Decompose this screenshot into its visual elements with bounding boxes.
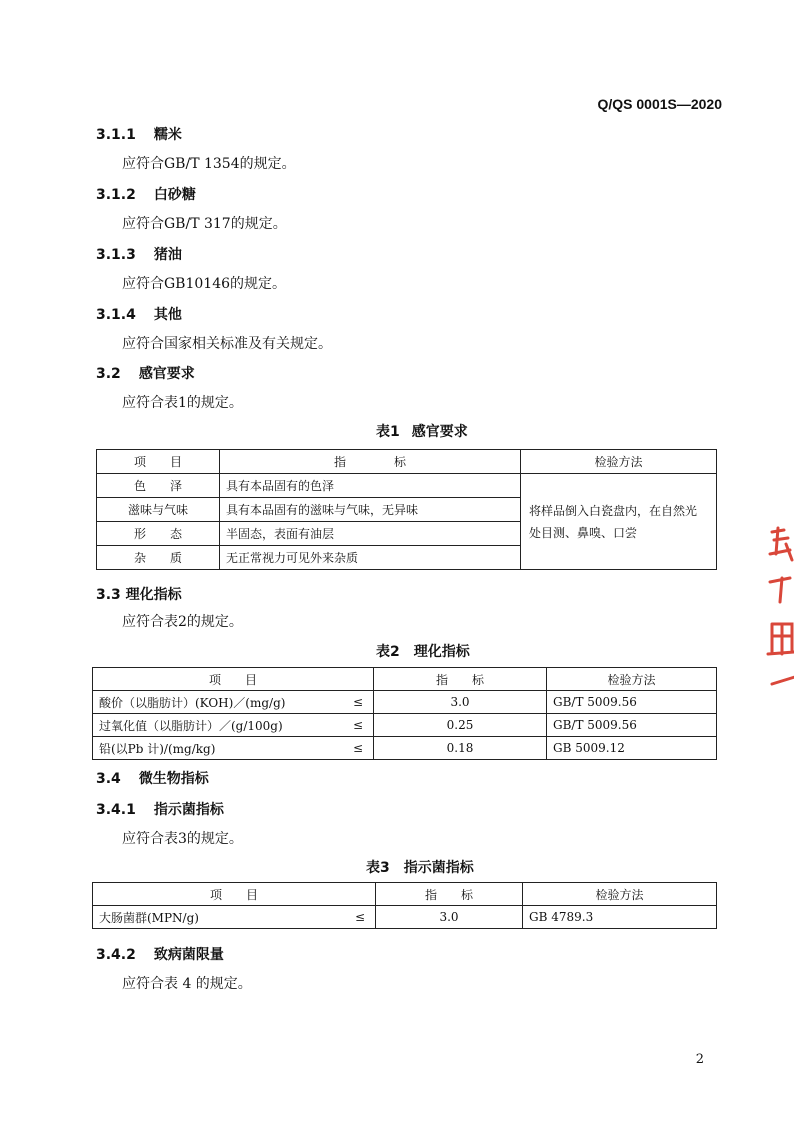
table-cell-value: 0.18: [374, 737, 547, 760]
heading-3-1-3: [96, 244, 182, 264]
table-header-row: [93, 668, 717, 691]
table-cell-item: 大肠菌群(MPN/g): [93, 906, 336, 929]
table-header-cell: 项 目: [93, 668, 374, 691]
table-header-cell: 指 标: [376, 883, 523, 906]
table-cell-operator: ≤: [335, 906, 376, 929]
table-cell-item: 滋味与气味: [97, 498, 220, 522]
table-cell-operator: ≤: [333, 737, 374, 760]
table-header-row: [97, 450, 717, 474]
heading-3-1-1: [96, 124, 182, 144]
section-number: 3.1.3: [96, 247, 136, 263]
section-number: 3.4.2: [96, 947, 136, 963]
table-cell-item: 形 态: [97, 522, 220, 546]
section-title: 致病菌限量: [153, 947, 224, 963]
table1-caption: [376, 421, 468, 441]
table-row: [93, 714, 717, 737]
section-title: 感官要求: [138, 366, 195, 382]
table-row: [93, 737, 717, 760]
heading-3-4-1: [96, 799, 224, 819]
section-number: 3.1.4: [96, 307, 136, 323]
section-title: 白砂糖: [153, 187, 196, 203]
table-header-cell: 检验方法: [523, 883, 717, 906]
table-cell-method: [521, 474, 717, 570]
table-header-cell: 指 标: [220, 450, 521, 474]
table-cell-item: 色 泽: [97, 474, 220, 498]
table-header-cell: 检验方法: [547, 668, 717, 691]
heading-3-3: 3.3 理化指标: [96, 587, 182, 603]
seal-stamp-fragment: [762, 520, 794, 690]
section-number: 3.1.2: [96, 187, 136, 203]
paragraph-3-1-4: 应符合国家相关标准及有关规定。: [122, 336, 332, 352]
paragraph-3-2: 应符合表1的规定。: [122, 395, 243, 411]
heading-3-4: [96, 768, 209, 788]
heading-3-1-2: [96, 184, 196, 204]
paragraph-3-3: 应符合表2的规定。: [122, 614, 243, 630]
table-header-row: [93, 883, 717, 906]
section-title: 微生物指标: [138, 771, 209, 787]
table-header-cell: 检验方法: [521, 450, 717, 474]
table-cell-method: GB/T 5009.56: [547, 691, 717, 714]
table-header-cell: 项 目: [97, 450, 220, 474]
heading-3-1-4: [96, 304, 182, 324]
method-text: 将样品倒入白瓷盘内，在自然光处目测、鼻嗅、口尝: [529, 503, 698, 540]
table-cell-method: GB/T 5009.56: [547, 714, 717, 737]
table3-indicator-bacteria: [92, 882, 717, 929]
section-title: 其他: [153, 307, 182, 323]
section-title: 糯米: [153, 127, 182, 143]
table1-caption-number: 表1: [376, 424, 400, 440]
table-row: [93, 691, 717, 714]
table1-caption-title: 感官要求: [411, 424, 468, 440]
table-cell-operator: ≤: [333, 691, 374, 714]
table2-caption: 表2 理化指标: [376, 644, 470, 660]
section-number: 3.4.1: [96, 802, 136, 818]
table-cell-method: GB 4789.3: [523, 906, 717, 929]
section-number: 3.4: [96, 771, 121, 787]
table3-caption: 表3 指示菌指标: [366, 860, 474, 876]
table-header-cell: 指 标: [374, 668, 547, 691]
table-row: [97, 474, 717, 498]
table-cell-spec: 半固态，表面有油层: [220, 522, 521, 546]
page-number: 2: [695, 1052, 704, 1067]
heading-3-4-2: [96, 944, 224, 964]
table-cell-method: GB 5009.12: [547, 737, 717, 760]
document-code: Q/QS 0001S—2020: [597, 96, 722, 112]
table-cell-spec: 具有本品固有的滋味与气味，无异味: [220, 498, 521, 522]
table-cell-item: 杂 质: [97, 546, 220, 570]
table-cell-operator: ≤: [333, 714, 374, 737]
paragraph-3-4-2: 应符合表 4 的规定。: [122, 976, 252, 992]
section-number: 3.1.1: [96, 127, 136, 143]
table-cell-value: 3.0: [374, 691, 547, 714]
section-title: 猪油: [153, 247, 182, 263]
table-cell-item: 酸价（以脂肪计）(KOH)／(mg/g): [93, 691, 334, 714]
section-title: 指示菌指标: [153, 802, 224, 818]
table-cell-spec: 无正常视力可见外来杂质: [220, 546, 521, 570]
paragraph-3-1-3: 应符合GB10146的规定。: [122, 276, 287, 292]
paragraph-3-1-1: 应符合GB/T 1354的规定。: [122, 156, 296, 172]
table-cell-spec: 具有本品固有的色泽: [220, 474, 521, 498]
table2-physicochemical: [92, 667, 717, 760]
heading-3-2: [96, 363, 195, 383]
paragraph-3-4-1: 应符合表3的规定。: [122, 831, 243, 847]
table-header-cell: 项 目: [93, 883, 376, 906]
table-cell-item: 铅(以Pb 计)/(mg/kg): [93, 737, 334, 760]
paragraph-3-1-2: 应符合GB/T 317的规定。: [122, 216, 287, 232]
table-cell-value: 0.25: [374, 714, 547, 737]
section-number: 3.2: [96, 366, 121, 382]
table-row: [93, 906, 717, 929]
table-cell-item: 过氧化值（以脂肪计）／(g/100g): [93, 714, 334, 737]
table-cell-value: 3.0: [376, 906, 523, 929]
table1-sensory: [96, 449, 717, 570]
